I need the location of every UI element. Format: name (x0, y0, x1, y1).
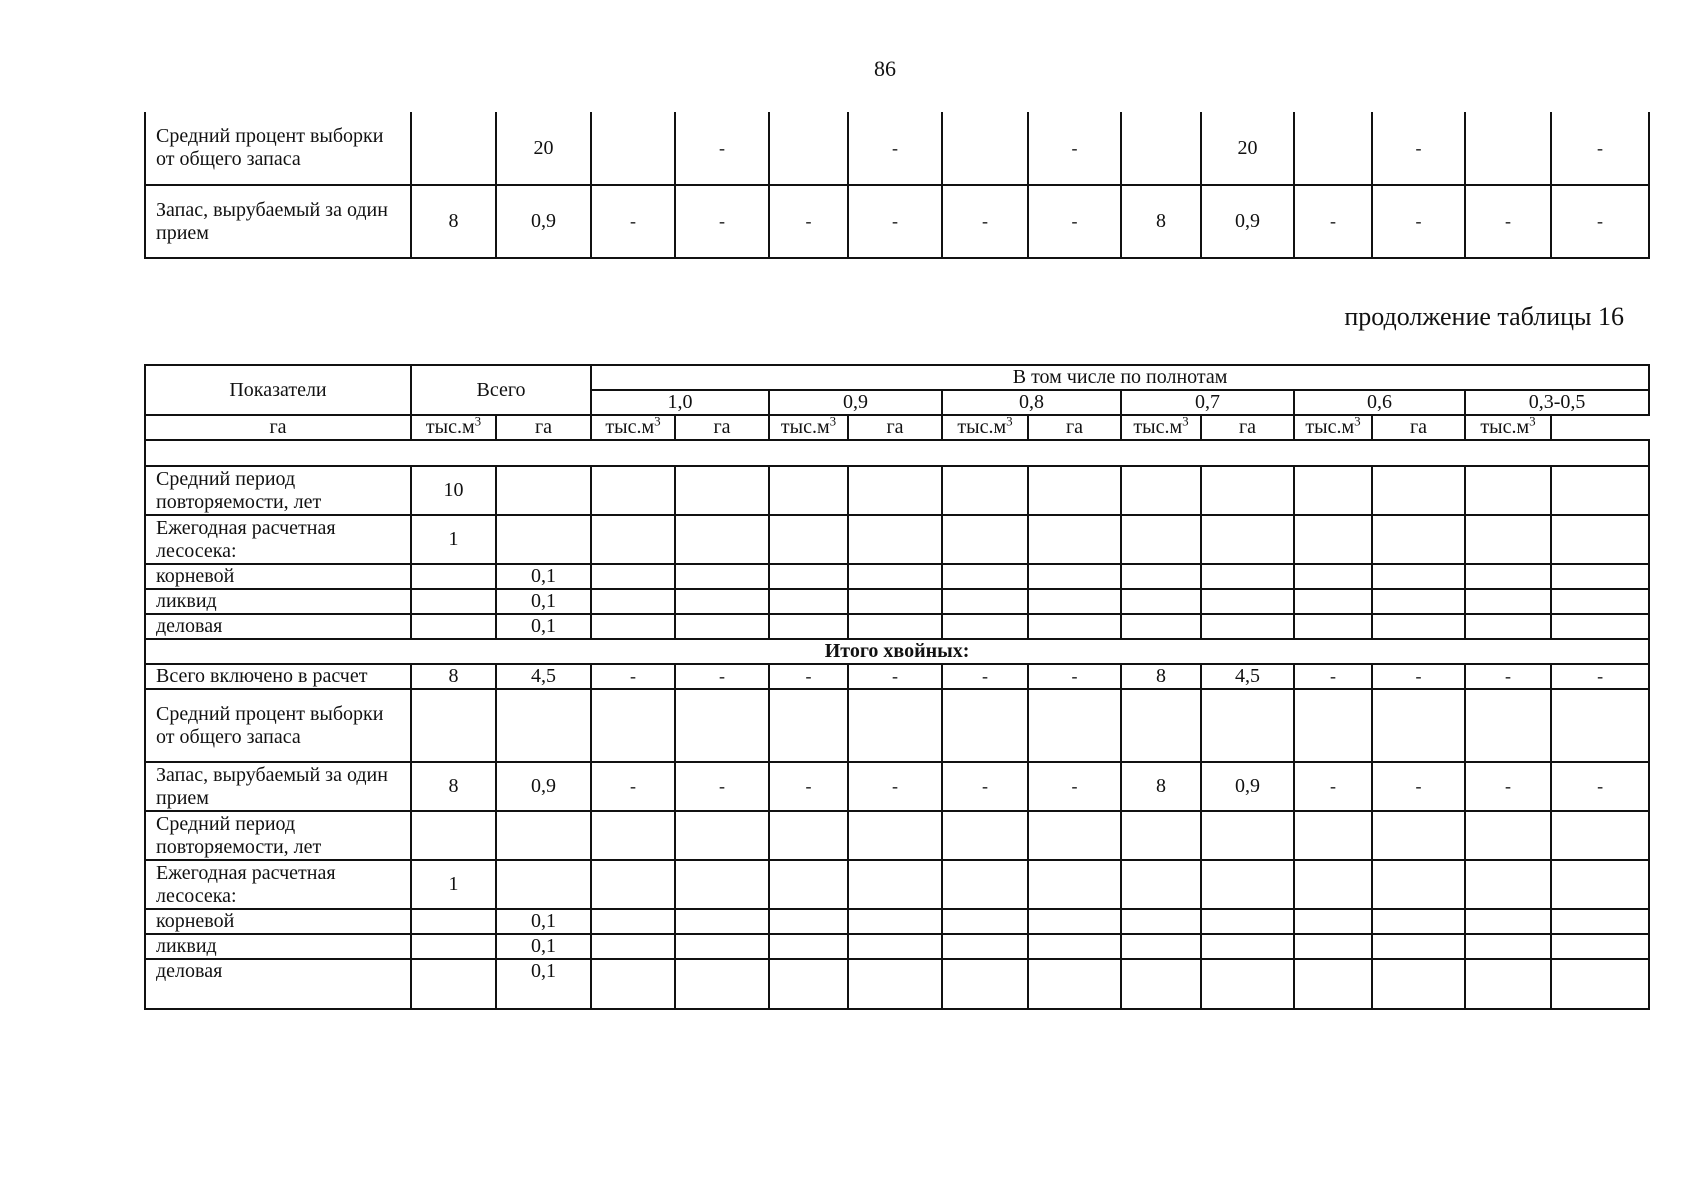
table-cell: 1 (411, 515, 496, 564)
table-cell (411, 614, 496, 639)
table-main (144, 364, 1650, 1010)
table-cell: 8 (411, 664, 496, 689)
table-cell (1294, 515, 1372, 564)
table-cell (942, 589, 1028, 614)
section-title: Итого хвойных: (145, 639, 1649, 664)
table-cell: 8 (1121, 664, 1201, 689)
row-label: Средний процент выборки от общего запаса (145, 112, 411, 185)
header-unit-ha: га (145, 415, 411, 440)
table-cell: - (848, 185, 942, 258)
blank-cell (145, 440, 1649, 466)
table-cell (1201, 811, 1294, 860)
table-cell: - (1294, 185, 1372, 258)
table-cell (769, 564, 848, 589)
table-cell (1201, 466, 1294, 515)
table-row (145, 664, 1649, 689)
table-cell (769, 515, 848, 564)
unit-volume-superscript: 3 (1354, 415, 1361, 429)
table-cell (591, 466, 675, 515)
table-cell (1294, 614, 1372, 639)
table-cell (769, 614, 848, 639)
header-unit-ha: га (1372, 415, 1465, 440)
table-cell: 0,1 (496, 614, 591, 639)
table-cell (591, 564, 675, 589)
table-row (145, 564, 1649, 589)
table-cell (1028, 909, 1121, 934)
table-cell (1294, 909, 1372, 934)
table-cell (591, 689, 675, 762)
table-cell: 8 (411, 762, 496, 811)
table-row (145, 515, 1649, 564)
table-cell (496, 811, 591, 860)
table-cell (1201, 860, 1294, 909)
table-cell (1028, 614, 1121, 639)
table-cell (411, 564, 496, 589)
table-cell: - (1465, 185, 1551, 258)
table-cell (848, 860, 942, 909)
table-cell: 8 (1121, 185, 1201, 258)
table-cell (848, 614, 942, 639)
header-density: 1,0 (591, 390, 769, 415)
table-cell (848, 564, 942, 589)
table-cell (1121, 959, 1201, 1009)
table-cell (1121, 909, 1201, 934)
table-cell: 0,9 (1201, 185, 1294, 258)
row-label: ликвид (145, 589, 411, 614)
table-cell: 4,5 (1201, 664, 1294, 689)
table-cell (769, 466, 848, 515)
table-cell: - (942, 664, 1028, 689)
table-cell (848, 515, 942, 564)
row-label: Запас, вырубаемый за один прием (145, 762, 411, 811)
table-cell: - (848, 762, 942, 811)
table-cell: - (1028, 185, 1121, 258)
table-cell (1028, 564, 1121, 589)
table-cell (1372, 564, 1465, 589)
table-cell: 0,9 (1201, 762, 1294, 811)
table-cell (496, 860, 591, 909)
table-fragment-top (144, 112, 1650, 259)
page-number: 86 (874, 56, 896, 81)
table-row (145, 466, 1649, 515)
table-cell: - (1465, 664, 1551, 689)
table-cell (848, 589, 942, 614)
table-caption: продолжение таблицы 16 (1344, 302, 1624, 331)
row-label: Средний процент выборки от общего запаса (145, 689, 411, 762)
row-label: Средний период повторяемости, лет (145, 811, 411, 860)
table-cell (675, 934, 769, 959)
header-unit-volume (591, 415, 675, 440)
unit-volume-superscript: 3 (1006, 415, 1013, 429)
table-cell (1372, 811, 1465, 860)
table-cell (1294, 860, 1372, 909)
table-cell: - (1294, 762, 1372, 811)
table-cell (1551, 589, 1649, 614)
header-unit-row (145, 415, 1649, 440)
table-cell (769, 860, 848, 909)
table-cell (1465, 515, 1551, 564)
table-cell: - (769, 762, 848, 811)
table-cell: 8 (1121, 762, 1201, 811)
table-cell (942, 811, 1028, 860)
table-cell (1028, 466, 1121, 515)
unit-volume-text: тыс.м (425, 416, 475, 438)
table-cell: - (591, 664, 675, 689)
table-cell: - (675, 762, 769, 811)
table-cell (1028, 934, 1121, 959)
table-cell (675, 515, 769, 564)
table-cell: 0,1 (496, 589, 591, 614)
row-label: деловая (145, 614, 411, 639)
header-unit-volume (1465, 415, 1551, 440)
table-cell: - (769, 185, 848, 258)
table-row (145, 909, 1649, 934)
table-cell (848, 959, 942, 1009)
table-cell (1028, 959, 1121, 1009)
table-cell (1121, 811, 1201, 860)
header-density: 0,7 (1121, 390, 1294, 415)
table-cell (411, 811, 496, 860)
table-cell (1121, 515, 1201, 564)
table-cell (675, 689, 769, 762)
unit-volume-text: тыс.м (780, 416, 830, 438)
table-cell (411, 934, 496, 959)
row-label: Средний период повторяемости, лет (145, 466, 411, 515)
unit-volume-superscript: 3 (829, 415, 837, 429)
table-cell (1465, 589, 1551, 614)
table-row (145, 860, 1649, 909)
table-cell (1465, 689, 1551, 762)
table-row (145, 589, 1649, 614)
table-cell (591, 860, 675, 909)
table-cell (1294, 466, 1372, 515)
table-cell (1121, 466, 1201, 515)
table-cell: - (1028, 112, 1121, 185)
table-cell (411, 112, 496, 185)
table-cell (1551, 934, 1649, 959)
table-cell (1294, 934, 1372, 959)
row-label: деловая (145, 959, 411, 1009)
table-cell: 0,1 (496, 959, 591, 1009)
unit-volume-superscript: 3 (474, 415, 482, 429)
table-cell (942, 959, 1028, 1009)
table-cell (1372, 909, 1465, 934)
table-row (145, 959, 1649, 1009)
table-cell (1121, 860, 1201, 909)
header-unit-volume (411, 415, 496, 440)
unit-volume-text: тыс.м (1480, 416, 1530, 438)
header-density: 0,8 (942, 390, 1121, 415)
unit-volume-text: тыс.м (957, 416, 1007, 438)
table-cell: - (1551, 762, 1649, 811)
table-cell (848, 466, 942, 515)
table-cell (1028, 860, 1121, 909)
table-cell (1028, 689, 1121, 762)
table-cell (1201, 934, 1294, 959)
table-cell (1372, 689, 1465, 762)
row-label: Ежегодная расчетная лесосека: (145, 515, 411, 564)
table-cell (942, 909, 1028, 934)
table-cell (1551, 466, 1649, 515)
table-cell: - (942, 762, 1028, 811)
row-label: Всего включено в расчет (145, 664, 411, 689)
table-cell (675, 564, 769, 589)
table-row (145, 811, 1649, 860)
table-cell (1201, 589, 1294, 614)
table-cell (675, 909, 769, 934)
table-cell (942, 614, 1028, 639)
table-cell (496, 466, 591, 515)
table-cell (591, 515, 675, 564)
table-cell (1294, 112, 1372, 185)
table-cell (942, 934, 1028, 959)
unit-volume-text: тыс.м (605, 416, 655, 438)
table-cell (1465, 614, 1551, 639)
header-unit-volume (1121, 415, 1201, 440)
header-density: 0,6 (1294, 390, 1465, 415)
table-cell (1201, 689, 1294, 762)
table-cell (1465, 909, 1551, 934)
table-cell (1121, 614, 1201, 639)
header-unit-ha: га (675, 415, 769, 440)
table-cell: 1 (411, 860, 496, 909)
table-cell (848, 689, 942, 762)
header-total: Всего (411, 365, 591, 415)
table-row (145, 112, 1649, 185)
table-cell (1372, 614, 1465, 639)
table-cell (1551, 909, 1649, 934)
header-unit-ha: га (1201, 415, 1294, 440)
table-cell (675, 466, 769, 515)
table-cell (1294, 959, 1372, 1009)
table-cell (496, 515, 591, 564)
table-cell (1465, 466, 1551, 515)
table-cell (411, 959, 496, 1009)
table-cell: 8 (411, 185, 496, 258)
table-cell: 0,1 (496, 909, 591, 934)
table-cell (1294, 589, 1372, 614)
table-cell (942, 689, 1028, 762)
table-cell (848, 909, 942, 934)
table-cell: - (942, 185, 1028, 258)
table-cell (1551, 959, 1649, 1009)
table-fragment-top-body (145, 112, 1649, 258)
table-main-body (145, 440, 1649, 1009)
header-density: 0,9 (769, 390, 942, 415)
table-cell (1372, 515, 1465, 564)
table-cell: - (591, 185, 675, 258)
unit-volume-superscript: 3 (1182, 415, 1189, 429)
unit-volume-superscript: 3 (654, 415, 661, 429)
table-cell (591, 112, 675, 185)
header-including: В том числе по полнотам (591, 365, 1649, 390)
table-cell (1121, 689, 1201, 762)
row-label: Ежегодная расчетная лесосека: (145, 860, 411, 909)
row-label: корневой (145, 564, 411, 589)
table-cell (1028, 811, 1121, 860)
row-label: Запас, вырубаемый за один прием (145, 185, 411, 258)
table-cell (591, 811, 675, 860)
header-density: 0,3-0,5 (1465, 390, 1649, 415)
table-cell (1372, 934, 1465, 959)
table-cell: 10 (411, 466, 496, 515)
header-unit-ha: га (1028, 415, 1121, 440)
table-cell (411, 909, 496, 934)
table-cell: - (769, 664, 848, 689)
table-cell (1551, 860, 1649, 909)
table-cell (769, 909, 848, 934)
table-cell (1121, 934, 1201, 959)
table-row (145, 689, 1649, 762)
table-cell (1465, 564, 1551, 589)
table-cell: - (1028, 664, 1121, 689)
table-cell (591, 909, 675, 934)
table-cell: - (1372, 664, 1465, 689)
header-unit-volume (942, 415, 1028, 440)
table-row (145, 762, 1649, 811)
table-blank-row (145, 440, 1649, 466)
table-cell (942, 112, 1028, 185)
table-cell (1372, 466, 1465, 515)
table-cell (496, 689, 591, 762)
table-cell (1201, 564, 1294, 589)
table-cell (1551, 564, 1649, 589)
table-cell (1121, 589, 1201, 614)
table-cell: - (1372, 112, 1465, 185)
table-cell: - (675, 112, 769, 185)
table-cell: 20 (496, 112, 591, 185)
table-cell: 0,1 (496, 564, 591, 589)
table-cell (942, 564, 1028, 589)
table-cell (1465, 934, 1551, 959)
table-cell (411, 589, 496, 614)
table-cell (591, 614, 675, 639)
section-row (145, 639, 1649, 664)
table-cell (942, 515, 1028, 564)
table-cell (675, 589, 769, 614)
row-label: ликвид (145, 934, 411, 959)
table-cell (1551, 811, 1649, 860)
table-cell: 0,1 (496, 934, 591, 959)
table-cell (1551, 689, 1649, 762)
unit-volume-superscript: 3 (1529, 415, 1536, 429)
table-row (145, 614, 1649, 639)
table-cell: - (1465, 762, 1551, 811)
table-cell (1121, 112, 1201, 185)
table-cell (942, 860, 1028, 909)
row-label: корневой (145, 909, 411, 934)
table-cell (1551, 515, 1649, 564)
table-cell (1465, 811, 1551, 860)
table-cell: - (1372, 185, 1465, 258)
header-unit-ha: га (848, 415, 942, 440)
table-cell (591, 959, 675, 1009)
table-cell: - (1372, 762, 1465, 811)
unit-volume-text: тыс.м (1305, 416, 1355, 438)
header-indicators: Показатели (145, 365, 411, 415)
table-cell (1028, 589, 1121, 614)
table-cell (769, 112, 848, 185)
table-cell (1201, 959, 1294, 1009)
table-cell: - (675, 664, 769, 689)
table-cell (942, 466, 1028, 515)
table-cell (1372, 959, 1465, 1009)
table-cell (769, 959, 848, 1009)
table-cell (1294, 689, 1372, 762)
table-cell: - (1028, 762, 1121, 811)
table-cell (769, 934, 848, 959)
table-cell: - (1551, 112, 1649, 185)
header-unit-ha: га (496, 415, 591, 440)
table-cell (1121, 564, 1201, 589)
table-cell: 0,9 (496, 762, 591, 811)
table-cell (1294, 811, 1372, 860)
table-cell: - (1294, 664, 1372, 689)
table-cell (1465, 959, 1551, 1009)
table-cell (1294, 564, 1372, 589)
table-cell: 20 (1201, 112, 1294, 185)
table-cell (848, 811, 942, 860)
table-cell: - (591, 762, 675, 811)
table-cell (1201, 909, 1294, 934)
table-cell (1372, 589, 1465, 614)
table-cell: 4,5 (496, 664, 591, 689)
table-cell: - (675, 185, 769, 258)
table-cell (769, 589, 848, 614)
table-cell (411, 689, 496, 762)
header-unit-volume (1294, 415, 1372, 440)
table-cell: 0,9 (496, 185, 591, 258)
table-cell (1465, 112, 1551, 185)
table-cell: - (848, 664, 942, 689)
header-unit-volume (769, 415, 848, 440)
table-cell (675, 959, 769, 1009)
table-cell (1028, 515, 1121, 564)
table-row (145, 185, 1649, 258)
table-cell (1372, 860, 1465, 909)
unit-volume-text: тыс.м (1133, 416, 1183, 438)
table-cell: - (848, 112, 942, 185)
table-cell: - (1551, 664, 1649, 689)
table-cell (591, 934, 675, 959)
table-cell (769, 689, 848, 762)
table-cell (1465, 860, 1551, 909)
table-cell: - (1551, 185, 1649, 258)
table-cell (1201, 515, 1294, 564)
table-cell (1201, 614, 1294, 639)
table-cell (675, 860, 769, 909)
table-cell (1551, 614, 1649, 639)
table-cell (675, 811, 769, 860)
table-cell (848, 934, 942, 959)
table-cell (769, 811, 848, 860)
table-cell (591, 589, 675, 614)
table-row (145, 934, 1649, 959)
table-cell (675, 614, 769, 639)
